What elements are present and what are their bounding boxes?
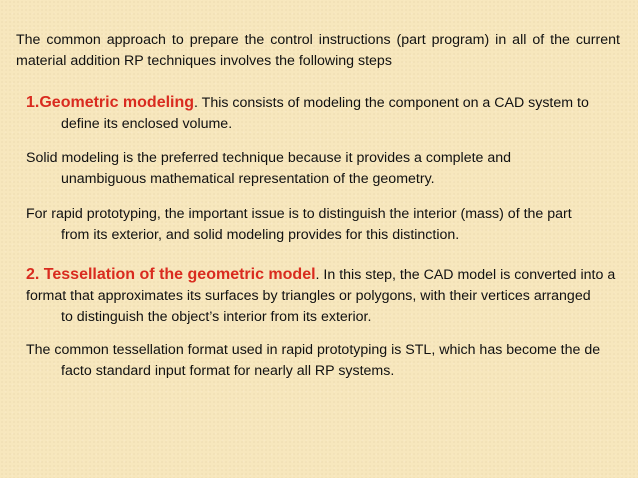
stl-paragraph xyxy=(26,340,618,382)
step-2-line-2: format that approximates its surfaces by triangles or polygons, with their vertices arranged xyxy=(26,288,591,304)
step-2-heading: 2. Tessellation of the geometric model xyxy=(26,266,316,283)
solid-modeling-line-2: unambiguous mathematical representation of the geometry. xyxy=(61,171,435,187)
step-2-paragraph xyxy=(26,264,618,328)
intro-paragraph xyxy=(16,30,620,72)
rapid-prototyping-paragraph xyxy=(26,204,618,246)
rapid-prototyping-line-2: from its exterior, and solid modeling provides for this distinction. xyxy=(61,227,460,243)
stl-line-1: The common tessellation format used in rapid prototyping is STL, which has become the de xyxy=(26,342,601,358)
solid-modeling-line-1: Solid modeling is the preferred technique because it provides a complete and xyxy=(26,150,512,166)
intro-line-2: current material addition RP techniques involves the following steps xyxy=(16,32,620,69)
step-1-heading: 1.Geometric modeling xyxy=(26,94,195,111)
intro-line-1: The common approach to prepare the control instructions (part program) in all of the xyxy=(16,32,570,48)
step-1-text-continued: define its enclosed volume. xyxy=(61,116,233,132)
solid-modeling-paragraph xyxy=(26,148,618,190)
step-2-text: . In this step, the CAD model is converted into a xyxy=(315,267,616,283)
step-1-paragraph xyxy=(26,92,618,135)
step-1-text: . This consists of modeling the component on a CAD system to xyxy=(194,95,589,111)
stl-line-2: facto standard input format for nearly all RP systems. xyxy=(61,363,395,379)
rapid-prototyping-line-1: For rapid prototyping, the important issue is to distinguish the interior (mass) of the part xyxy=(26,206,572,222)
step-2-line-3: to distinguish the object’s interior from its exterior. xyxy=(61,309,372,325)
